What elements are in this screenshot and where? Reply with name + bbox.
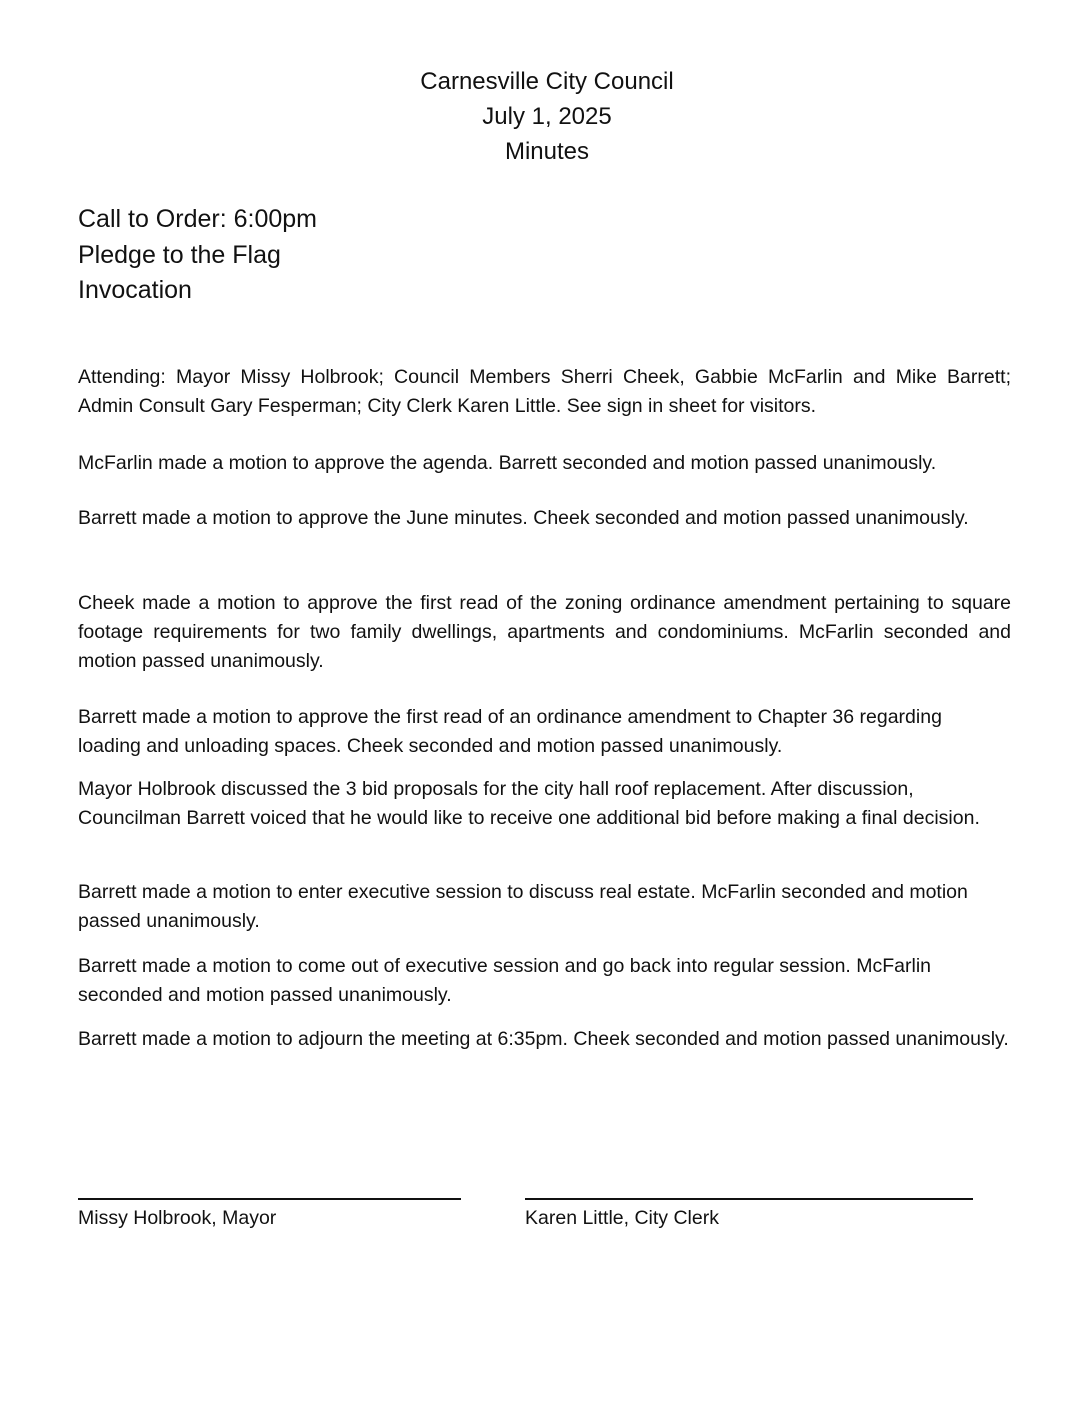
minutes-motion-paragraph: Barrett made a motion to approve the June minutes. Cheek seconded and motion passed unanimously. [78,507,969,529]
opening-items [78,202,317,309]
mayor-signature-line [78,1198,461,1200]
document-type: Minutes [504,138,590,165]
clerk-signature-label: Karen Little, City Clerk [525,1207,719,1229]
invocation-item: Invocation [78,276,192,304]
mayor-signature-label: Missy Holbrook, Mayor [78,1207,277,1229]
document-header [0,64,1088,169]
zoning-motion-paragraph: Cheek made a motion to approve the first read of the zoning ordinance amendment pertaining to square footage requirements for two family dwellings, apartments and condominiums. McFarlin seconded and motion passed unanimously. [78,592,1011,672]
call-to-order: Call to Order: 6:00pm [78,205,317,233]
pledge-item: Pledge to the Flag [78,240,281,269]
chapter36-motion-paragraph: Barrett made a motion to approve the first read of an ordinance amendment to Chapter 36 regarding loading and unloading spaces. Cheek seconded and motion passed unanimously. [78,706,942,757]
regular-session-paragraph: Barrett made a motion to come out of executive session and go back into regular session. McFarlin seconded and motion passed unanimously. [78,955,932,1006]
executive-session-paragraph: Barrett made a motion to enter executive session to discuss real estate. McFarlin seconded and motion passed unanimously. [78,881,968,932]
adjourn-motion-paragraph: Barrett made a motion to adjourn the meeting at 6:35pm. Cheek seconded and motion passed unanimously. [78,1028,1009,1050]
meeting-date: July 1, 2025 [482,103,612,130]
council-name: Carnesville City Council [420,68,674,95]
roof-bids-paragraph: Mayor Holbrook discussed the 3 bid proposals for the city hall roof replacement. After discussion, Councilman Barrett voiced that he would like to receive one additional bid before making a final decision. [78,778,980,829]
clerk-signature-line [525,1198,973,1200]
agenda-motion-paragraph: McFarlin made a motion to approve the agenda. Barrett seconded and motion passed unanimously. [78,452,937,474]
attendance-paragraph: Attending: Mayor Missy Holbrook; Council Members Sherri Cheek, Gabbie McFarlin and Mike Barrett; Admin Consult Gary Fesperman; City Clerk Karen Little. See sign in sheet for visitors. [78,366,1011,417]
